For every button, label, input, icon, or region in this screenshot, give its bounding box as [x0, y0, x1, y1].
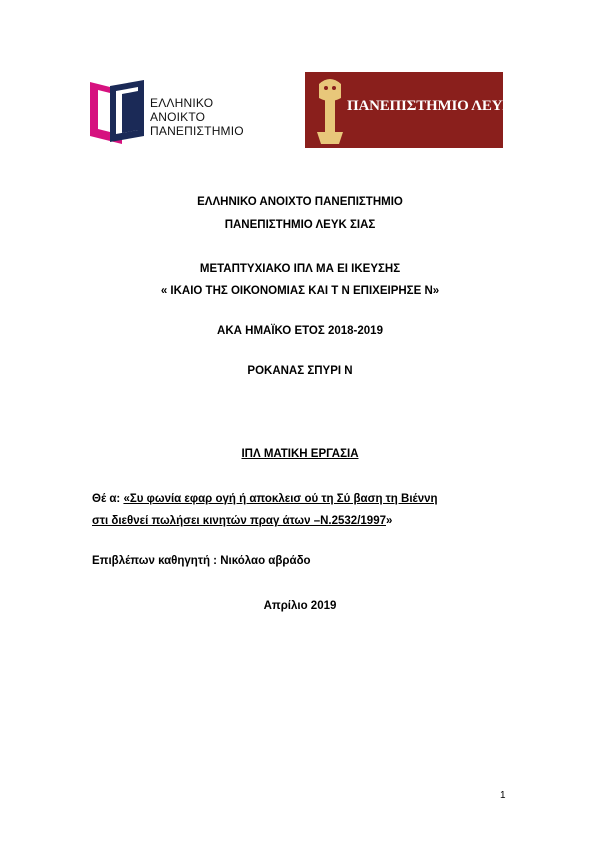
university-name-1: ΕΛΛΗΝΙΚΟ ΑΝΟΙΧΤΟ ΠΑΝΕΠΙΣΤΗΜΙΟ [197, 196, 403, 208]
subject-line-2 [92, 510, 532, 532]
subject-close-quote: » [385, 515, 393, 527]
submission-date: Απρίλιο 2019 [263, 600, 337, 612]
thesis-type: ΙΠΛ ΜΑΤΙΚΗ ΕΡΓΑΣΙΑ [241, 448, 359, 460]
thesis-subject [92, 488, 532, 532]
hou-logo-text [150, 96, 244, 138]
university-name-2: ΠΑΝΕΠΙΣΤΗΜΙΟ ΛΕΥΚ ΣΙΑΣ [224, 219, 376, 231]
academic-year: ΑΚΑ ΗΜΑΪΚΟ ΕΤΟΣ 2018-2019 [217, 325, 383, 337]
university-of-nicosia-logo [305, 72, 562, 148]
supervisor: Επιβλέπων καθηγητή : Νικόλαο αβράδο [92, 555, 311, 567]
author-name: ΡΟΚΑΝΑΣ ΣΠΥΡΙ Ν [247, 365, 353, 377]
program-subtitle: « ΙΚΑΙΟ ΤΗΣ ΟΙΚΟΝΟΜΙΑΣ ΚΑΙ Τ Ν ΕΠΙΧΕΙΡΗΣΕ Ν» [160, 285, 440, 297]
hou-emblem-icon [88, 78, 150, 146]
subject-text-2: στι διεθνεί πωλήσει κινητών πραγ άτων –Ν.2532/1997 [92, 515, 386, 527]
subject-label: Θέ α: [92, 493, 124, 505]
hou-logo-line-1: ΕΛΛΗΝΙΚΟ [150, 96, 214, 110]
unic-emblem-icon [313, 74, 347, 146]
subject-line-1 [92, 488, 532, 510]
hellenic-open-university-logo [88, 78, 263, 148]
unic-logo-text: ΠΑΝΕΠΙΣΤΗΜΙΟ ΛΕΥΚΩΣΙΑΣ [347, 98, 562, 114]
hou-logo-line-2: ΑΝΟΙΚΤΟ [150, 110, 206, 124]
hou-logo-line-3: ΠΑΝΕΠΙΣΤΗΜΙΟ [150, 124, 244, 138]
page-number: 1 [500, 790, 506, 801]
subject-text-1: «Συ φωνία εφαρ ογή ή αποκλεισ ού τη Σύ βαση τη Βιέννη [123, 493, 438, 505]
program-title: ΜΕΤΑΠΤΥΧΙΑΚΟ ΙΠΛ ΜΑ ΕΙ ΙΚΕΥΣΗΣ [199, 263, 401, 275]
